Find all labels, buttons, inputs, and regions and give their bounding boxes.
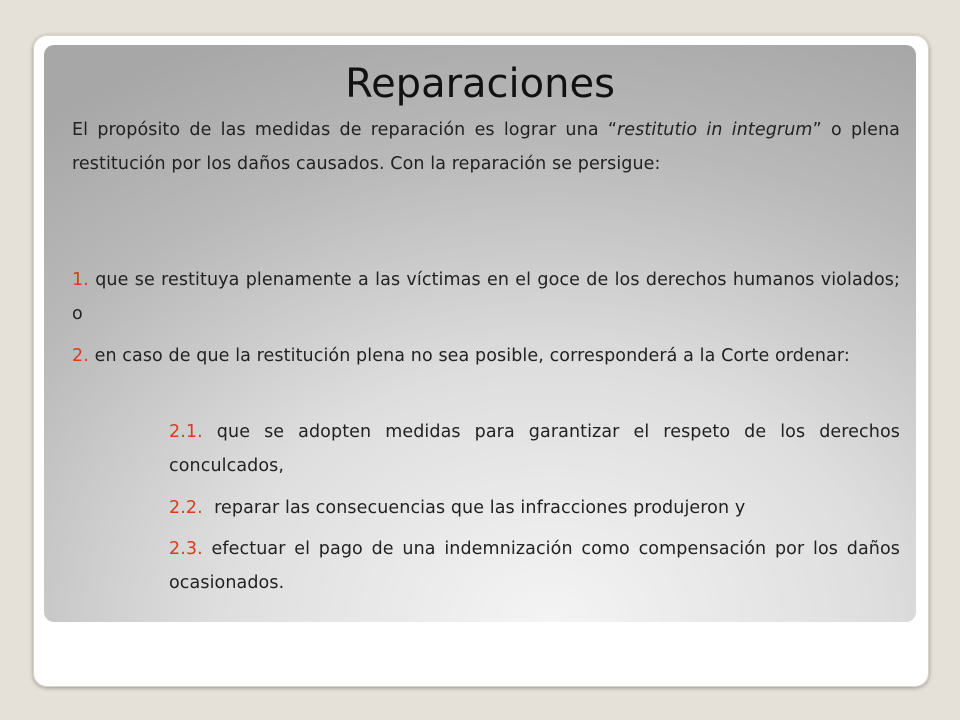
item-text: que se restituya plenamente a las víctimas en el goce de los derechos humanos violados; o — [72, 270, 900, 324]
item-text: que se adopten medidas para garantizar el respeto de los derechos conculcados, — [169, 422, 900, 476]
list-item-1 — [72, 263, 900, 331]
item-number: 2. — [72, 346, 89, 366]
intro-paragraph — [72, 113, 900, 181]
slide-title: Reparaciones — [345, 61, 615, 107]
item-number: 1. — [72, 270, 89, 290]
intro-text-b: ” o plena restitución por los daños causados. Con la reparación se persigue: — [72, 120, 900, 174]
item-text: efectuar el pago de una indemnización como compensación por los daños ocasionados. — [169, 539, 900, 593]
item-number: 2.2. — [169, 498, 203, 518]
item-number: 2.3. — [169, 539, 203, 559]
item-number: 2.1. — [169, 422, 203, 442]
item-text: en caso de que la restitución plena no sea posible, corresponderá a la Corte ordenar: — [94, 346, 850, 366]
list-item-2-2 — [169, 491, 900, 525]
list-item-2-1 — [169, 415, 900, 483]
item-text: reparar las consecuencias que las infracciones produjeron y — [214, 498, 746, 518]
list-item-2-3 — [169, 532, 900, 600]
intro-latin-phrase: restitutio in integrum — [617, 120, 813, 140]
list-item-2 — [72, 339, 900, 373]
intro-text-a: El propósito de las medidas de reparación es lograr una “ — [72, 120, 618, 140]
